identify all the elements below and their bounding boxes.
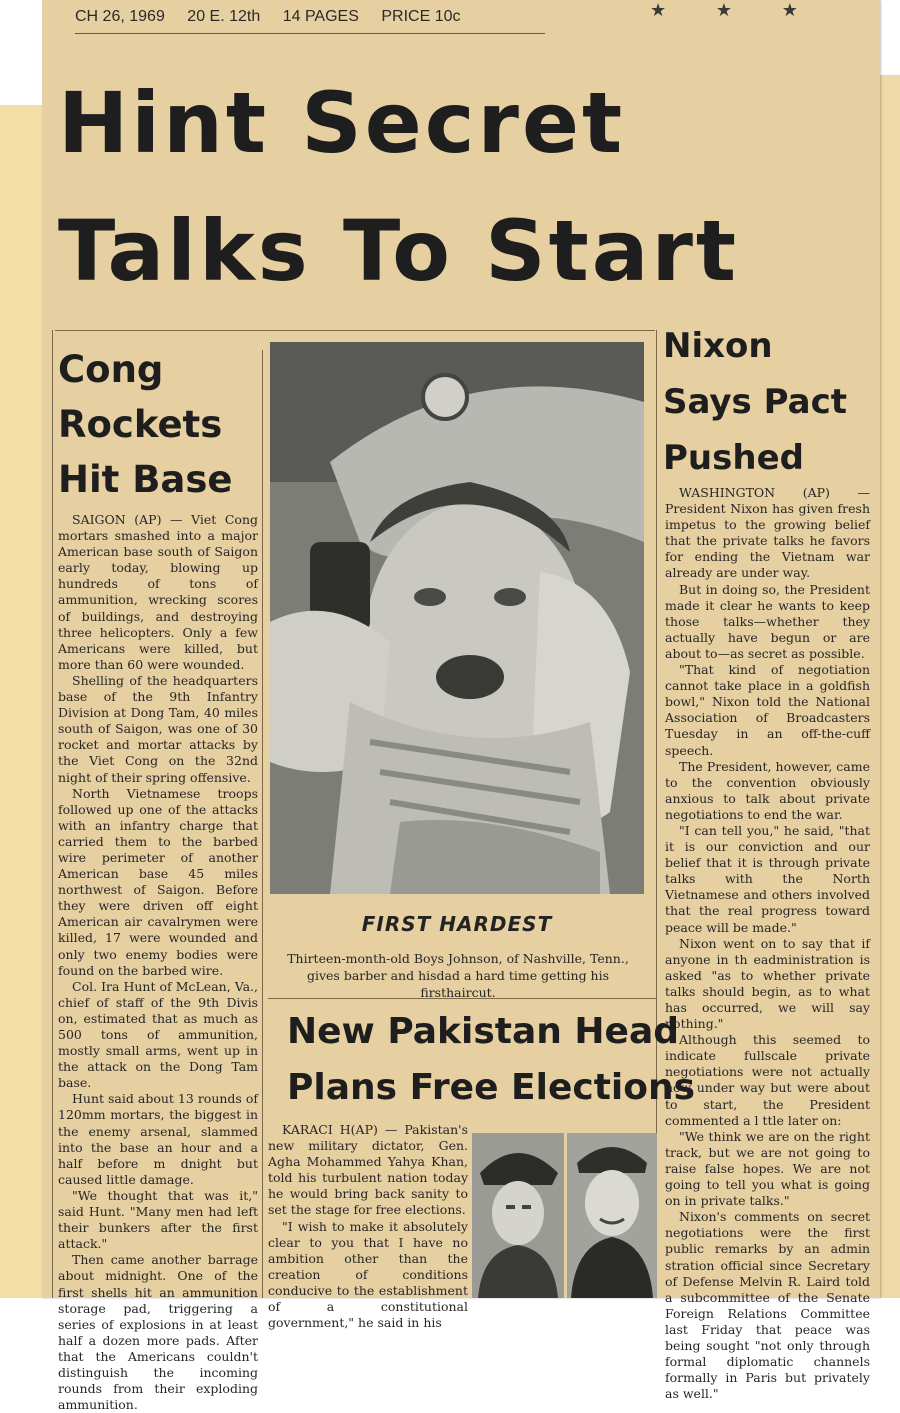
headline-line: Pushed <box>663 438 804 478</box>
scan-margin <box>880 0 900 75</box>
story-paragraph: WASHINGTON (AP) — President Nixon has given fresh impetus to the growing belief that the private talks he favors for ending the Vietnam war already are under way. <box>665 485 870 581</box>
headline-line: Hit Base <box>58 458 233 501</box>
story-paragraph: "We thought that was it," said Hunt. "Many men had left their bunkers after the first attack." <box>58 1187 258 1252</box>
nixon-pact-story <box>665 485 870 1402</box>
official-portrait-illustration <box>567 1133 657 1298</box>
story-paragraph: SAIGON (AP) — Viet Cong mortars smashed into a major American base south of Saigon early today, blowing up hundreds of tons of ammunition, wrecking scores of buildings, and destroying three helicopters. Only a few Americans were killed, but more than 60 were wounded. <box>58 512 258 672</box>
cong-rockets-story <box>58 512 258 1413</box>
masthead-address: 20 E. 12th <box>187 8 261 25</box>
headline-line: Nixon <box>663 326 773 366</box>
story-paragraph: Col. Ira Hunt of McLean, Va., chief of staff of the 9th Divis on, estimated that as much as 500 tons of ammunition, mostly small arms, went up in the attack on the Dong Tam base. <box>58 978 258 1091</box>
haircut-photo <box>270 342 644 894</box>
story-paragraph: Then came another barrage about midnight. One of the first shells hit an ammunition storage pad, triggering a series of explosions in at least half a dozen more pads. After that the Americans couldn't distinguish the incoming rounds from their exploding ammunition. <box>58 1252 258 1413</box>
masthead-pages: 14 PAGES <box>282 8 359 25</box>
haircut-photo-illustration <box>270 342 644 894</box>
story-paragraph: The President, however, came to the convention obviously anxious to talk about private negotiations to end the war. <box>665 758 870 822</box>
masthead-price: PRICE 10c <box>381 8 461 25</box>
photo-caption: Thirteen-month-old Boys Johnson, of Nashville, Tenn., gives barber and hisdad a hard time getting his firsthaircut. <box>287 951 629 1000</box>
story-paragraph: "I can tell you," he said, "that it is our conviction and our belief that it is through private talks with the North Vietnamese and others involved that the real progress toward peace will be made." <box>665 822 870 935</box>
folder-edge <box>880 0 900 1298</box>
story-paragraph: Nixon went on to say that if anyone in th eadministration is asked "as to whether private talks should begin, as to what has occurred, we will say nothing." <box>665 935 870 1032</box>
story-paragraph: Shelling of the headquarters base of the 9th Infantry Division at Dong Tam, 40 miles south of Saigon, was one of 30 rocket and mortar attacks by the Viet Cong on the 32nd night of their spring offensive. <box>58 672 258 785</box>
cong-rockets-headline <box>58 342 233 507</box>
pakistan-headline-line-1: New Pakistan Head <box>287 1011 680 1052</box>
story-paragraph: Although this seemed to indicate fullscale private negotiations were not actually now under way but were about to start, the President commented a l ttle later on: <box>665 1032 870 1128</box>
story-paragraph: KARACI H(AP) — Pakistan's new military dictator, Gen. Agha Mohammed Yahya Khan, told his turbulent nation today he would bring back sanity to set the stage for free elections. <box>268 1122 468 1218</box>
divider <box>55 330 655 331</box>
headline-line: Rockets <box>58 403 223 446</box>
masthead-date: CH 26, 1969 <box>75 8 165 25</box>
story-paragraph: North Vietnamese troops followed up one of the attacks with an infantry charge that carried them to the barbed wire perimeter of another American base 45 miles northwest of Saigon. Before they were driven off eight American air cavalrymen were killed, 17 were wounded and only two enemy bodies were found on the barbed wire. <box>58 785 258 978</box>
story-paragraph: "I wish to make it absolutely clear to you that I have no ambition other than the creation of conditions conducive to the establishment of a constitutional government," he said in his <box>268 1218 468 1331</box>
general-portrait-illustration <box>472 1133 564 1298</box>
column-rule <box>262 350 263 1298</box>
story-paragraph: "We think we are on the right track, but we are not going to raise false hopes. We are not going to tell you what is going on in private talks." <box>665 1128 870 1209</box>
story-paragraph: "That kind of negotiation cannot take place in a goldfish bowl," Nixon told the National Association of Broadcasters Tuesday in an off-the-cuff speech. <box>665 662 870 758</box>
edition-stars-icon: ★ ★ ★ <box>650 0 820 21</box>
main-headline-line-1: Hint Secret <box>58 74 626 172</box>
pakistan-story <box>268 1122 468 1331</box>
headline-line: Says Pact <box>663 382 847 422</box>
column-rule <box>52 330 53 1298</box>
nixon-pact-headline <box>663 318 847 486</box>
headline-line: Cong <box>58 348 164 391</box>
pakistan-headline-line-2: Plans Free Elections <box>287 1067 696 1108</box>
photo-title: FIRST HARDEST <box>361 912 553 936</box>
general-portrait-photo <box>472 1133 564 1298</box>
story-paragraph: Hunt said about 13 rounds of 120mm mortars, the biggest in the enemy arsenal, slammed into the base an hour and a half before m dnight but caused little damage. <box>58 1091 258 1187</box>
masthead-dateline <box>75 8 545 34</box>
story-paragraph: But in doing so, the President made it clear he wants to keep those talks—whether they actually have begun or are about to—as secret as possible. <box>665 581 870 661</box>
official-portrait-photo <box>567 1133 657 1298</box>
main-headline-line-2: Talks To Start <box>58 202 740 300</box>
story-paragraph: Nixon's comments on secret negotiations were the first public remarks by an admin stration official since Secretary of Defense Melvin R. Laird told a subcommittee of the Senate Foreign Relations Committee last Friday that peace was being sought "not only through formal diplomatic channels formally in Paris but privately as well." <box>665 1209 870 1402</box>
